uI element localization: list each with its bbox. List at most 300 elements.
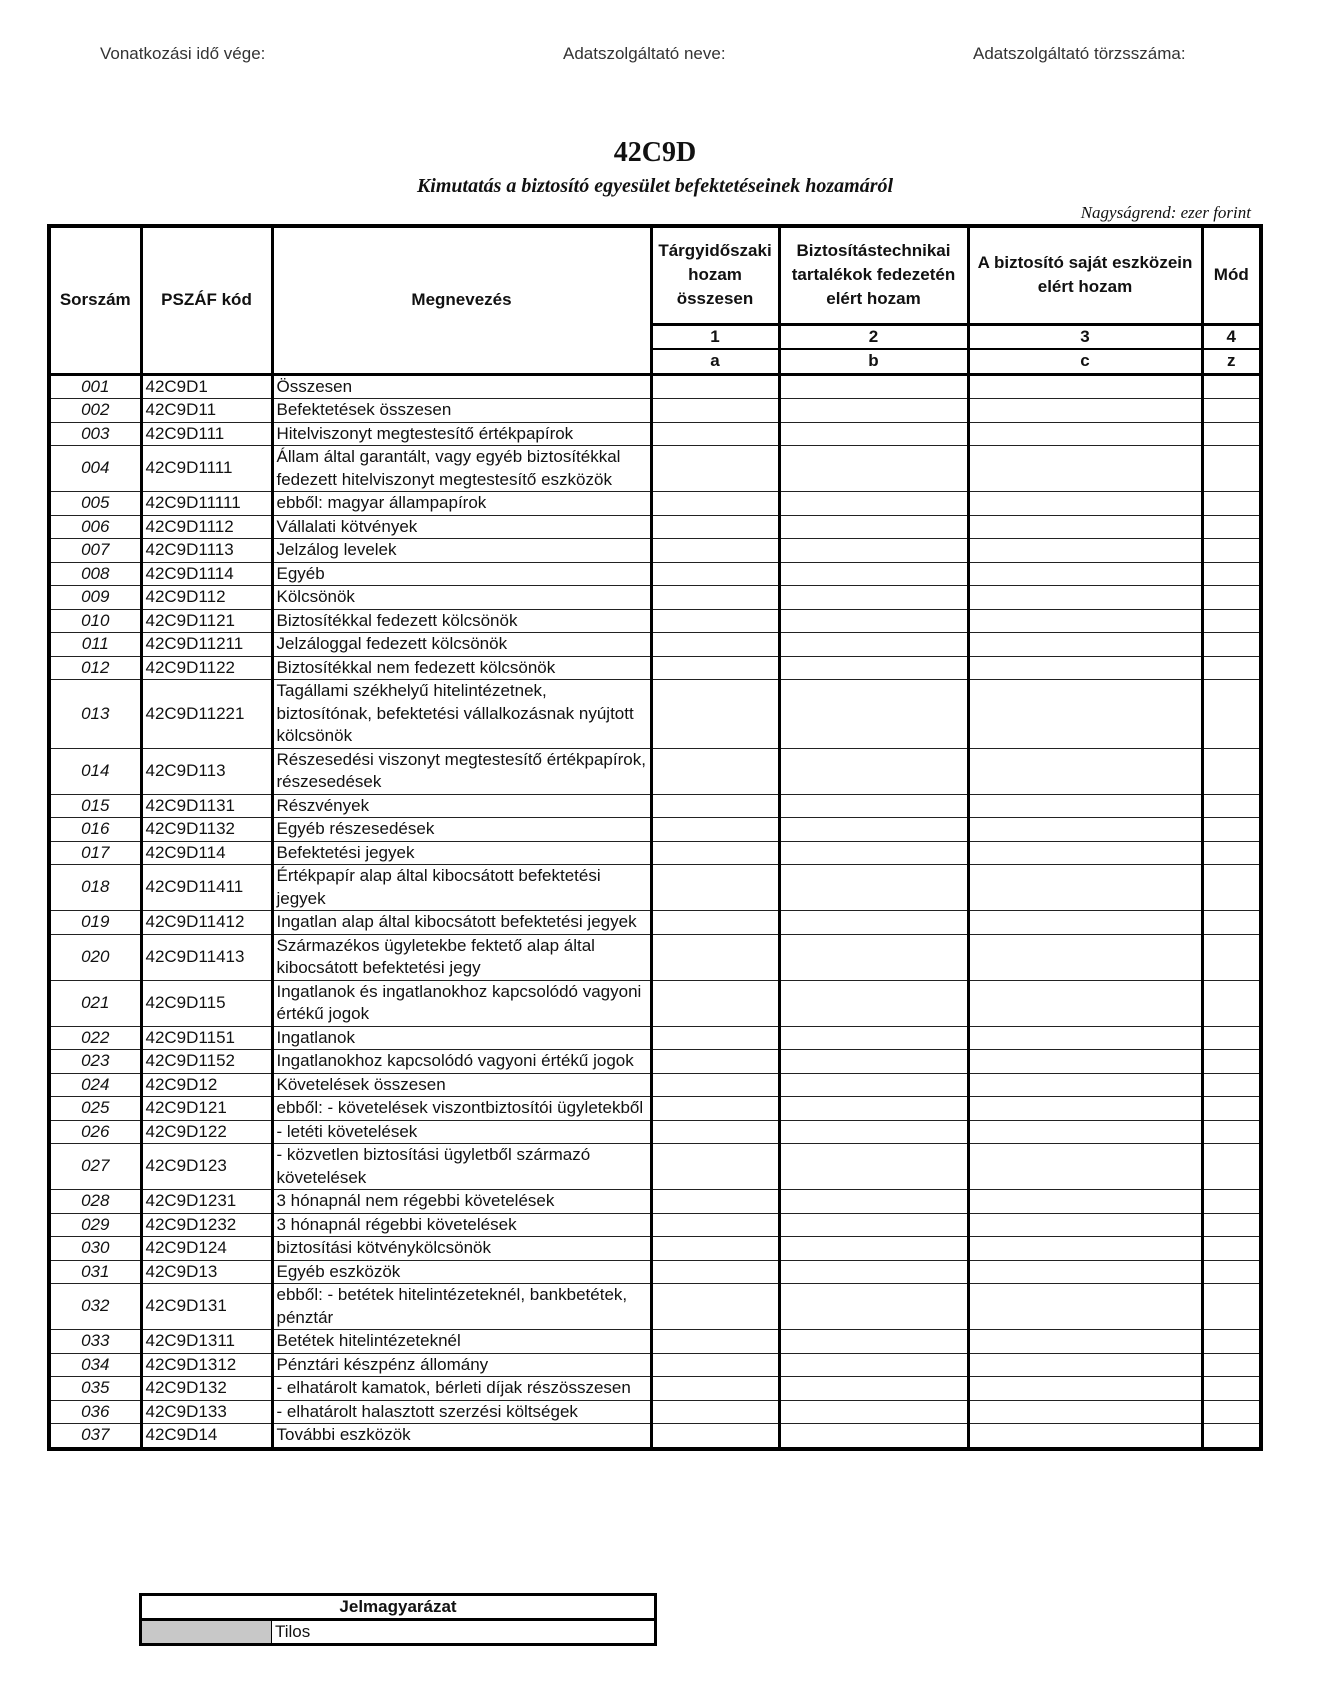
- row-number: 015: [49, 794, 141, 818]
- value-cell-1[interactable]: [651, 1400, 779, 1424]
- value-cell-2[interactable]: [779, 865, 968, 911]
- value-cell-3[interactable]: [968, 934, 1202, 980]
- value-cell-3[interactable]: [968, 539, 1202, 563]
- row-code: 42C9D1131: [141, 794, 272, 818]
- row-code: 42C9D124: [141, 1237, 272, 1261]
- value-cell-1[interactable]: [651, 633, 779, 657]
- row-code: 42C9D1231: [141, 1190, 272, 1214]
- row-code: 42C9D1312: [141, 1353, 272, 1377]
- row-label: Egyéb részesedések: [272, 818, 651, 842]
- row-label: ebből: - követelések viszontbiztosítói ügyletekből: [272, 1097, 651, 1121]
- row-number: 036: [49, 1400, 141, 1424]
- row-code: 42C9D1311: [141, 1330, 272, 1354]
- value-cell-1[interactable]: [651, 539, 779, 563]
- value-cell-3[interactable]: [968, 609, 1202, 633]
- value-cell-1[interactable]: [651, 865, 779, 911]
- row-number: 019: [49, 911, 141, 935]
- row-number: 033: [49, 1330, 141, 1354]
- value-cell-3[interactable]: [968, 841, 1202, 865]
- row-code: 42C9D131: [141, 1284, 272, 1330]
- row-label: Összesen: [272, 374, 651, 399]
- value-cell-3[interactable]: [968, 1377, 1202, 1401]
- table-row: [49, 680, 1261, 749]
- row-code: 42C9D1: [141, 374, 272, 399]
- row-label: 3 hónapnál nem régebbi követelések: [272, 1190, 651, 1214]
- value-cell-4[interactable]: [1202, 1026, 1261, 1050]
- value-cell-4[interactable]: [1202, 1120, 1261, 1144]
- value-cell-4[interactable]: [1202, 1284, 1261, 1330]
- legend-table: [139, 1593, 657, 1646]
- value-cell-3[interactable]: [968, 748, 1202, 794]
- value-cell-2[interactable]: [779, 1424, 968, 1449]
- row-label: Ingatlan alap által kibocsátott befektetési jegyek: [272, 911, 651, 935]
- value-cell-2[interactable]: [779, 1073, 968, 1097]
- value-cell-2[interactable]: [779, 1213, 968, 1237]
- value-cell-4[interactable]: [1202, 515, 1261, 539]
- value-cell-3[interactable]: [968, 911, 1202, 935]
- value-cell-2[interactable]: [779, 422, 968, 446]
- value-cell-2[interactable]: [779, 1120, 968, 1144]
- row-code: 42C9D11411: [141, 865, 272, 911]
- col-letter-c: c: [968, 349, 1202, 374]
- value-cell-3[interactable]: [968, 586, 1202, 610]
- row-code: 42C9D11: [141, 399, 272, 423]
- row-label: Állam által garantált, vagy egyéb biztosítékkal fedezett hitelviszonyt megtestesítő eszközök: [272, 446, 651, 492]
- value-cell-2[interactable]: [779, 1097, 968, 1121]
- value-cell-3[interactable]: [968, 1097, 1202, 1121]
- value-cell-3[interactable]: [968, 562, 1202, 586]
- value-cell-4[interactable]: [1202, 1353, 1261, 1377]
- value-cell-3[interactable]: [968, 680, 1202, 749]
- value-cell-1[interactable]: [651, 841, 779, 865]
- value-cell-2[interactable]: [779, 374, 968, 399]
- value-cell-1[interactable]: [651, 980, 779, 1026]
- value-cell-2[interactable]: [779, 515, 968, 539]
- value-cell-3[interactable]: [968, 1190, 1202, 1214]
- row-code: 42C9D11111: [141, 492, 272, 516]
- value-cell-3[interactable]: [968, 1073, 1202, 1097]
- value-cell-2[interactable]: [779, 399, 968, 423]
- table-row: [49, 865, 1261, 911]
- value-cell-4[interactable]: [1202, 818, 1261, 842]
- table-row: [49, 934, 1261, 980]
- row-number: 034: [49, 1353, 141, 1377]
- table-row: [49, 1213, 1261, 1237]
- row-code: 42C9D12: [141, 1073, 272, 1097]
- value-cell-4[interactable]: [1202, 1073, 1261, 1097]
- value-cell-3[interactable]: [968, 1026, 1202, 1050]
- value-cell-3[interactable]: [968, 1424, 1202, 1449]
- value-cell-2[interactable]: [779, 656, 968, 680]
- col-header-megnevezes: Megnevezés: [272, 226, 651, 374]
- value-cell-4[interactable]: [1202, 1144, 1261, 1190]
- value-cell-3[interactable]: [968, 1330, 1202, 1354]
- row-code: 42C9D11412: [141, 911, 272, 935]
- row-number: 012: [49, 656, 141, 680]
- row-label: Biztosítékkal nem fedezett kölcsönök: [272, 656, 651, 680]
- value-cell-1[interactable]: [651, 1050, 779, 1074]
- reference-period-label: Vonatkozási idő vége:: [100, 44, 266, 63]
- col-header-1: Tárgyidőszaki hozam összesen: [651, 226, 779, 324]
- col-letter-z: z: [1202, 349, 1261, 374]
- row-label: biztosítási kötvénykölcsönök: [272, 1237, 651, 1261]
- unit-note: Nagyságrend: ezer forint: [1080, 203, 1251, 222]
- value-cell-1[interactable]: [651, 1284, 779, 1330]
- row-number: 037: [49, 1424, 141, 1449]
- row-code: 42C9D1114: [141, 562, 272, 586]
- value-cell-2[interactable]: [779, 1284, 968, 1330]
- row-label: Kölcsönök: [272, 586, 651, 610]
- value-cell-1[interactable]: [651, 1097, 779, 1121]
- row-code: 42C9D115: [141, 980, 272, 1026]
- value-cell-4[interactable]: [1202, 1400, 1261, 1424]
- value-cell-2[interactable]: [779, 1026, 968, 1050]
- value-cell-1[interactable]: [651, 1120, 779, 1144]
- value-cell-2[interactable]: [779, 492, 968, 516]
- row-number: 024: [49, 1073, 141, 1097]
- row-label: Pénztári készpénz állomány: [272, 1353, 651, 1377]
- row-code: 42C9D113: [141, 748, 272, 794]
- row-code: 42C9D114: [141, 841, 272, 865]
- row-label: Követelések összesen: [272, 1073, 651, 1097]
- value-cell-1[interactable]: [651, 515, 779, 539]
- row-number: 030: [49, 1237, 141, 1261]
- value-cell-3[interactable]: [968, 1260, 1202, 1284]
- value-cell-3[interactable]: [968, 1284, 1202, 1330]
- value-cell-2[interactable]: [779, 841, 968, 865]
- row-number: 014: [49, 748, 141, 794]
- value-cell-4[interactable]: [1202, 794, 1261, 818]
- row-code: 42C9D112: [141, 586, 272, 610]
- value-cell-1[interactable]: [651, 1190, 779, 1214]
- row-label: - közvetlen biztosítási ügyletből származó követelések: [272, 1144, 651, 1190]
- row-label: 3 hónapnál régebbi követelések: [272, 1213, 651, 1237]
- form-code-title: 42C9D: [613, 137, 697, 168]
- col-header-2: Biztosítástechnikai tartalékok fedezetén elért hozam: [779, 226, 968, 324]
- row-label: ebből: - betétek hitelintézeteknél, bankbetétek, pénztár: [272, 1284, 651, 1330]
- row-number: 035: [49, 1377, 141, 1401]
- row-number: 023: [49, 1050, 141, 1074]
- row-number: 007: [49, 539, 141, 563]
- table-row: [49, 1284, 1261, 1330]
- row-label: Részesedési viszonyt megtestesítő értékpapírok, részesedések: [272, 748, 651, 794]
- col-letter-a: a: [651, 349, 779, 374]
- value-cell-4[interactable]: [1202, 1260, 1261, 1284]
- value-cell-1[interactable]: [651, 748, 779, 794]
- value-cell-3[interactable]: [968, 1353, 1202, 1377]
- value-cell-3[interactable]: [968, 515, 1202, 539]
- row-label: Jelzálog levelek: [272, 539, 651, 563]
- row-code: 42C9D133: [141, 1400, 272, 1424]
- row-number: 021: [49, 980, 141, 1026]
- row-label: Biztosítékkal fedezett kölcsönök: [272, 609, 651, 633]
- value-cell-4[interactable]: [1202, 911, 1261, 935]
- value-cell-4[interactable]: [1202, 609, 1261, 633]
- row-code: 42C9D132: [141, 1377, 272, 1401]
- row-number: 004: [49, 446, 141, 492]
- value-cell-3[interactable]: [968, 446, 1202, 492]
- table-row: [49, 586, 1261, 610]
- table-row: [49, 1260, 1261, 1284]
- value-cell-4[interactable]: [1202, 1050, 1261, 1074]
- value-cell-4[interactable]: [1202, 841, 1261, 865]
- table-row: [49, 1026, 1261, 1050]
- value-cell-3[interactable]: [968, 794, 1202, 818]
- value-cell-1[interactable]: [651, 1237, 779, 1261]
- table-row: [49, 980, 1261, 1026]
- table-row: [49, 1190, 1261, 1214]
- row-number: 032: [49, 1284, 141, 1330]
- row-number: 025: [49, 1097, 141, 1121]
- value-cell-3[interactable]: [968, 1213, 1202, 1237]
- col-number-4: 4: [1202, 324, 1261, 349]
- value-cell-3[interactable]: [968, 1400, 1202, 1424]
- row-label: Ingatlanokhoz kapcsolódó vagyoni értékű jogok: [272, 1050, 651, 1074]
- table-row: [49, 1144, 1261, 1190]
- value-cell-2[interactable]: [779, 1237, 968, 1261]
- provider-name-label: Adatszolgáltató neve:: [563, 44, 726, 63]
- row-number: 006: [49, 515, 141, 539]
- row-number: 011: [49, 633, 141, 657]
- col-header-sorszam: Sorszám: [49, 226, 141, 374]
- value-cell-4[interactable]: [1202, 374, 1261, 399]
- col-header-4: Mód: [1202, 226, 1261, 324]
- value-cell-3[interactable]: [968, 633, 1202, 657]
- row-label: Hitelviszonyt megtestesítő értékpapírok: [272, 422, 651, 446]
- value-cell-1[interactable]: [651, 1377, 779, 1401]
- value-cell-4[interactable]: [1202, 1330, 1261, 1354]
- col-header-3: A biztosító saját eszközein elért hozam: [968, 226, 1202, 324]
- table-row: [49, 633, 1261, 657]
- value-cell-4[interactable]: [1202, 656, 1261, 680]
- row-label: Jelzáloggal fedezett kölcsönök: [272, 633, 651, 657]
- table-row: [49, 1120, 1261, 1144]
- value-cell-4[interactable]: [1202, 1424, 1261, 1449]
- value-cell-1[interactable]: [651, 492, 779, 516]
- col-number-3: 3: [968, 324, 1202, 349]
- col-number-1: 1: [651, 324, 779, 349]
- value-cell-1[interactable]: [651, 446, 779, 492]
- value-cell-1[interactable]: [651, 934, 779, 980]
- table-row: [49, 562, 1261, 586]
- col-letter-b: b: [779, 349, 968, 374]
- row-number: 017: [49, 841, 141, 865]
- value-cell-2[interactable]: [779, 1144, 968, 1190]
- col-number-2: 2: [779, 324, 968, 349]
- row-number: 026: [49, 1120, 141, 1144]
- value-cell-4[interactable]: [1202, 934, 1261, 980]
- table-row: [49, 911, 1261, 935]
- table-row: [49, 748, 1261, 794]
- value-cell-1[interactable]: [651, 818, 779, 842]
- value-cell-4[interactable]: [1202, 680, 1261, 749]
- table-row: [49, 1400, 1261, 1424]
- table-row: [49, 1237, 1261, 1261]
- table-row: [49, 399, 1261, 423]
- legend-item-label: Tilos: [272, 1620, 656, 1645]
- value-cell-4[interactable]: [1202, 1237, 1261, 1261]
- value-cell-4[interactable]: [1202, 422, 1261, 446]
- row-label: Egyéb: [272, 562, 651, 586]
- row-number: 009: [49, 586, 141, 610]
- row-number: 029: [49, 1213, 141, 1237]
- value-cell-1[interactable]: [651, 680, 779, 749]
- row-number: 005: [49, 492, 141, 516]
- row-label: - letéti követelések: [272, 1120, 651, 1144]
- value-cell-3[interactable]: [968, 374, 1202, 399]
- value-cell-1[interactable]: [651, 656, 779, 680]
- value-cell-4[interactable]: [1202, 1190, 1261, 1214]
- value-cell-1[interactable]: [651, 794, 779, 818]
- row-number: 002: [49, 399, 141, 423]
- row-label: Értékpapír alap által kibocsátott befektetési jegyek: [272, 865, 651, 911]
- row-label: ebből: magyar állampapírok: [272, 492, 651, 516]
- provider-id-label: Adatszolgáltató törzsszáma:: [973, 44, 1186, 63]
- value-cell-2[interactable]: [779, 1050, 968, 1074]
- value-cell-2[interactable]: [779, 586, 968, 610]
- row-label: Ingatlanok és ingatlanokhoz kapcsolódó vagyoni értékű jogok: [272, 980, 651, 1026]
- value-cell-2[interactable]: [779, 633, 968, 657]
- value-cell-1[interactable]: [651, 911, 779, 935]
- value-cell-4[interactable]: [1202, 399, 1261, 423]
- value-cell-3[interactable]: [968, 1237, 1202, 1261]
- value-cell-2[interactable]: [779, 1330, 968, 1354]
- value-cell-1[interactable]: [651, 1026, 779, 1050]
- value-cell-2[interactable]: [779, 980, 968, 1026]
- legend-swatch: [141, 1620, 272, 1645]
- value-cell-3[interactable]: [968, 818, 1202, 842]
- row-label: Betétek hitelintézeteknél: [272, 1330, 651, 1354]
- row-label: Ingatlanok: [272, 1026, 651, 1050]
- value-cell-2[interactable]: [779, 911, 968, 935]
- table-row: [49, 446, 1261, 492]
- row-number: 028: [49, 1190, 141, 1214]
- value-cell-2[interactable]: [779, 1260, 968, 1284]
- row-code: 42C9D1152: [141, 1050, 272, 1074]
- value-cell-4[interactable]: [1202, 562, 1261, 586]
- value-cell-1[interactable]: [651, 374, 779, 399]
- value-cell-4[interactable]: [1202, 492, 1261, 516]
- report-table: [47, 224, 1263, 1451]
- row-number: 018: [49, 865, 141, 911]
- value-cell-2[interactable]: [779, 1377, 968, 1401]
- value-cell-3[interactable]: [968, 865, 1202, 911]
- table-row: [49, 539, 1261, 563]
- value-cell-1[interactable]: [651, 562, 779, 586]
- value-cell-2[interactable]: [779, 818, 968, 842]
- row-label: Tagállami székhelyű hitelintézetnek, biztosítónak, befektetési vállalkozásnak nyújtott kölcsönök: [272, 680, 651, 749]
- row-code: 42C9D1113: [141, 539, 272, 563]
- row-code: 42C9D111: [141, 422, 272, 446]
- value-cell-2[interactable]: [779, 609, 968, 633]
- table-row: [49, 515, 1261, 539]
- row-number: 022: [49, 1026, 141, 1050]
- value-cell-3[interactable]: [968, 656, 1202, 680]
- row-code: 42C9D1121: [141, 609, 272, 633]
- row-label: - elhatárolt kamatok, bérleti díjak részösszesen: [272, 1377, 651, 1401]
- value-cell-4[interactable]: [1202, 633, 1261, 657]
- row-label: Befektetések összesen: [272, 399, 651, 423]
- value-cell-1[interactable]: [651, 586, 779, 610]
- value-cell-1[interactable]: [651, 1353, 779, 1377]
- value-cell-4[interactable]: [1202, 980, 1261, 1026]
- value-cell-2[interactable]: [779, 1353, 968, 1377]
- value-cell-4[interactable]: [1202, 539, 1261, 563]
- value-cell-4[interactable]: [1202, 1097, 1261, 1121]
- value-cell-1[interactable]: [651, 609, 779, 633]
- row-code: 42C9D1111: [141, 446, 272, 492]
- value-cell-3[interactable]: [968, 399, 1202, 423]
- value-cell-2[interactable]: [779, 934, 968, 980]
- value-cell-2[interactable]: [779, 680, 968, 749]
- row-number: 001: [49, 374, 141, 399]
- value-cell-1[interactable]: [651, 1424, 779, 1449]
- row-code: 42C9D1232: [141, 1213, 272, 1237]
- table-row: [49, 609, 1261, 633]
- value-cell-4[interactable]: [1202, 748, 1261, 794]
- value-cell-4[interactable]: [1202, 1377, 1261, 1401]
- row-code: 42C9D122: [141, 1120, 272, 1144]
- row-code: 42C9D14: [141, 1424, 272, 1449]
- value-cell-1[interactable]: [651, 422, 779, 446]
- value-cell-2[interactable]: [779, 748, 968, 794]
- row-code: 42C9D11221: [141, 680, 272, 749]
- value-cell-3[interactable]: [968, 980, 1202, 1026]
- value-cell-1[interactable]: [651, 1330, 779, 1354]
- row-code: 42C9D123: [141, 1144, 272, 1190]
- row-label: Befektetési jegyek: [272, 841, 651, 865]
- table-row: [49, 1073, 1261, 1097]
- row-number: 020: [49, 934, 141, 980]
- value-cell-4[interactable]: [1202, 586, 1261, 610]
- value-cell-1[interactable]: [651, 399, 779, 423]
- value-cell-3[interactable]: [968, 1144, 1202, 1190]
- value-cell-1[interactable]: [651, 1213, 779, 1237]
- value-cell-4[interactable]: [1202, 865, 1261, 911]
- row-label: További eszközök: [272, 1424, 651, 1449]
- row-number: 027: [49, 1144, 141, 1190]
- row-code: 42C9D1122: [141, 656, 272, 680]
- table-row: [49, 841, 1261, 865]
- table-row: [49, 1097, 1261, 1121]
- value-cell-3[interactable]: [968, 492, 1202, 516]
- row-code: 42C9D1112: [141, 515, 272, 539]
- value-cell-2[interactable]: [779, 446, 968, 492]
- row-label: Származékos ügyletekbe fektető alap által kibocsátott befektetési jegy: [272, 934, 651, 980]
- value-cell-3[interactable]: [968, 1120, 1202, 1144]
- value-cell-1[interactable]: [651, 1073, 779, 1097]
- value-cell-2[interactable]: [779, 539, 968, 563]
- value-cell-3[interactable]: [968, 1050, 1202, 1074]
- value-cell-4[interactable]: [1202, 446, 1261, 492]
- value-cell-1[interactable]: [651, 1144, 779, 1190]
- row-code: 42C9D13: [141, 1260, 272, 1284]
- value-cell-2[interactable]: [779, 562, 968, 586]
- value-cell-1[interactable]: [651, 1260, 779, 1284]
- value-cell-3[interactable]: [968, 422, 1202, 446]
- value-cell-2[interactable]: [779, 1400, 968, 1424]
- table-row: [49, 1353, 1261, 1377]
- row-code: 42C9D121: [141, 1097, 272, 1121]
- row-label: - elhatárolt halasztott szerzési költségek: [272, 1400, 651, 1424]
- value-cell-2[interactable]: [779, 794, 968, 818]
- value-cell-2[interactable]: [779, 1190, 968, 1214]
- row-number: 003: [49, 422, 141, 446]
- row-number: 016: [49, 818, 141, 842]
- table-row: [49, 794, 1261, 818]
- col-header-kod: PSZÁF kód: [141, 226, 272, 374]
- value-cell-4[interactable]: [1202, 1213, 1261, 1237]
